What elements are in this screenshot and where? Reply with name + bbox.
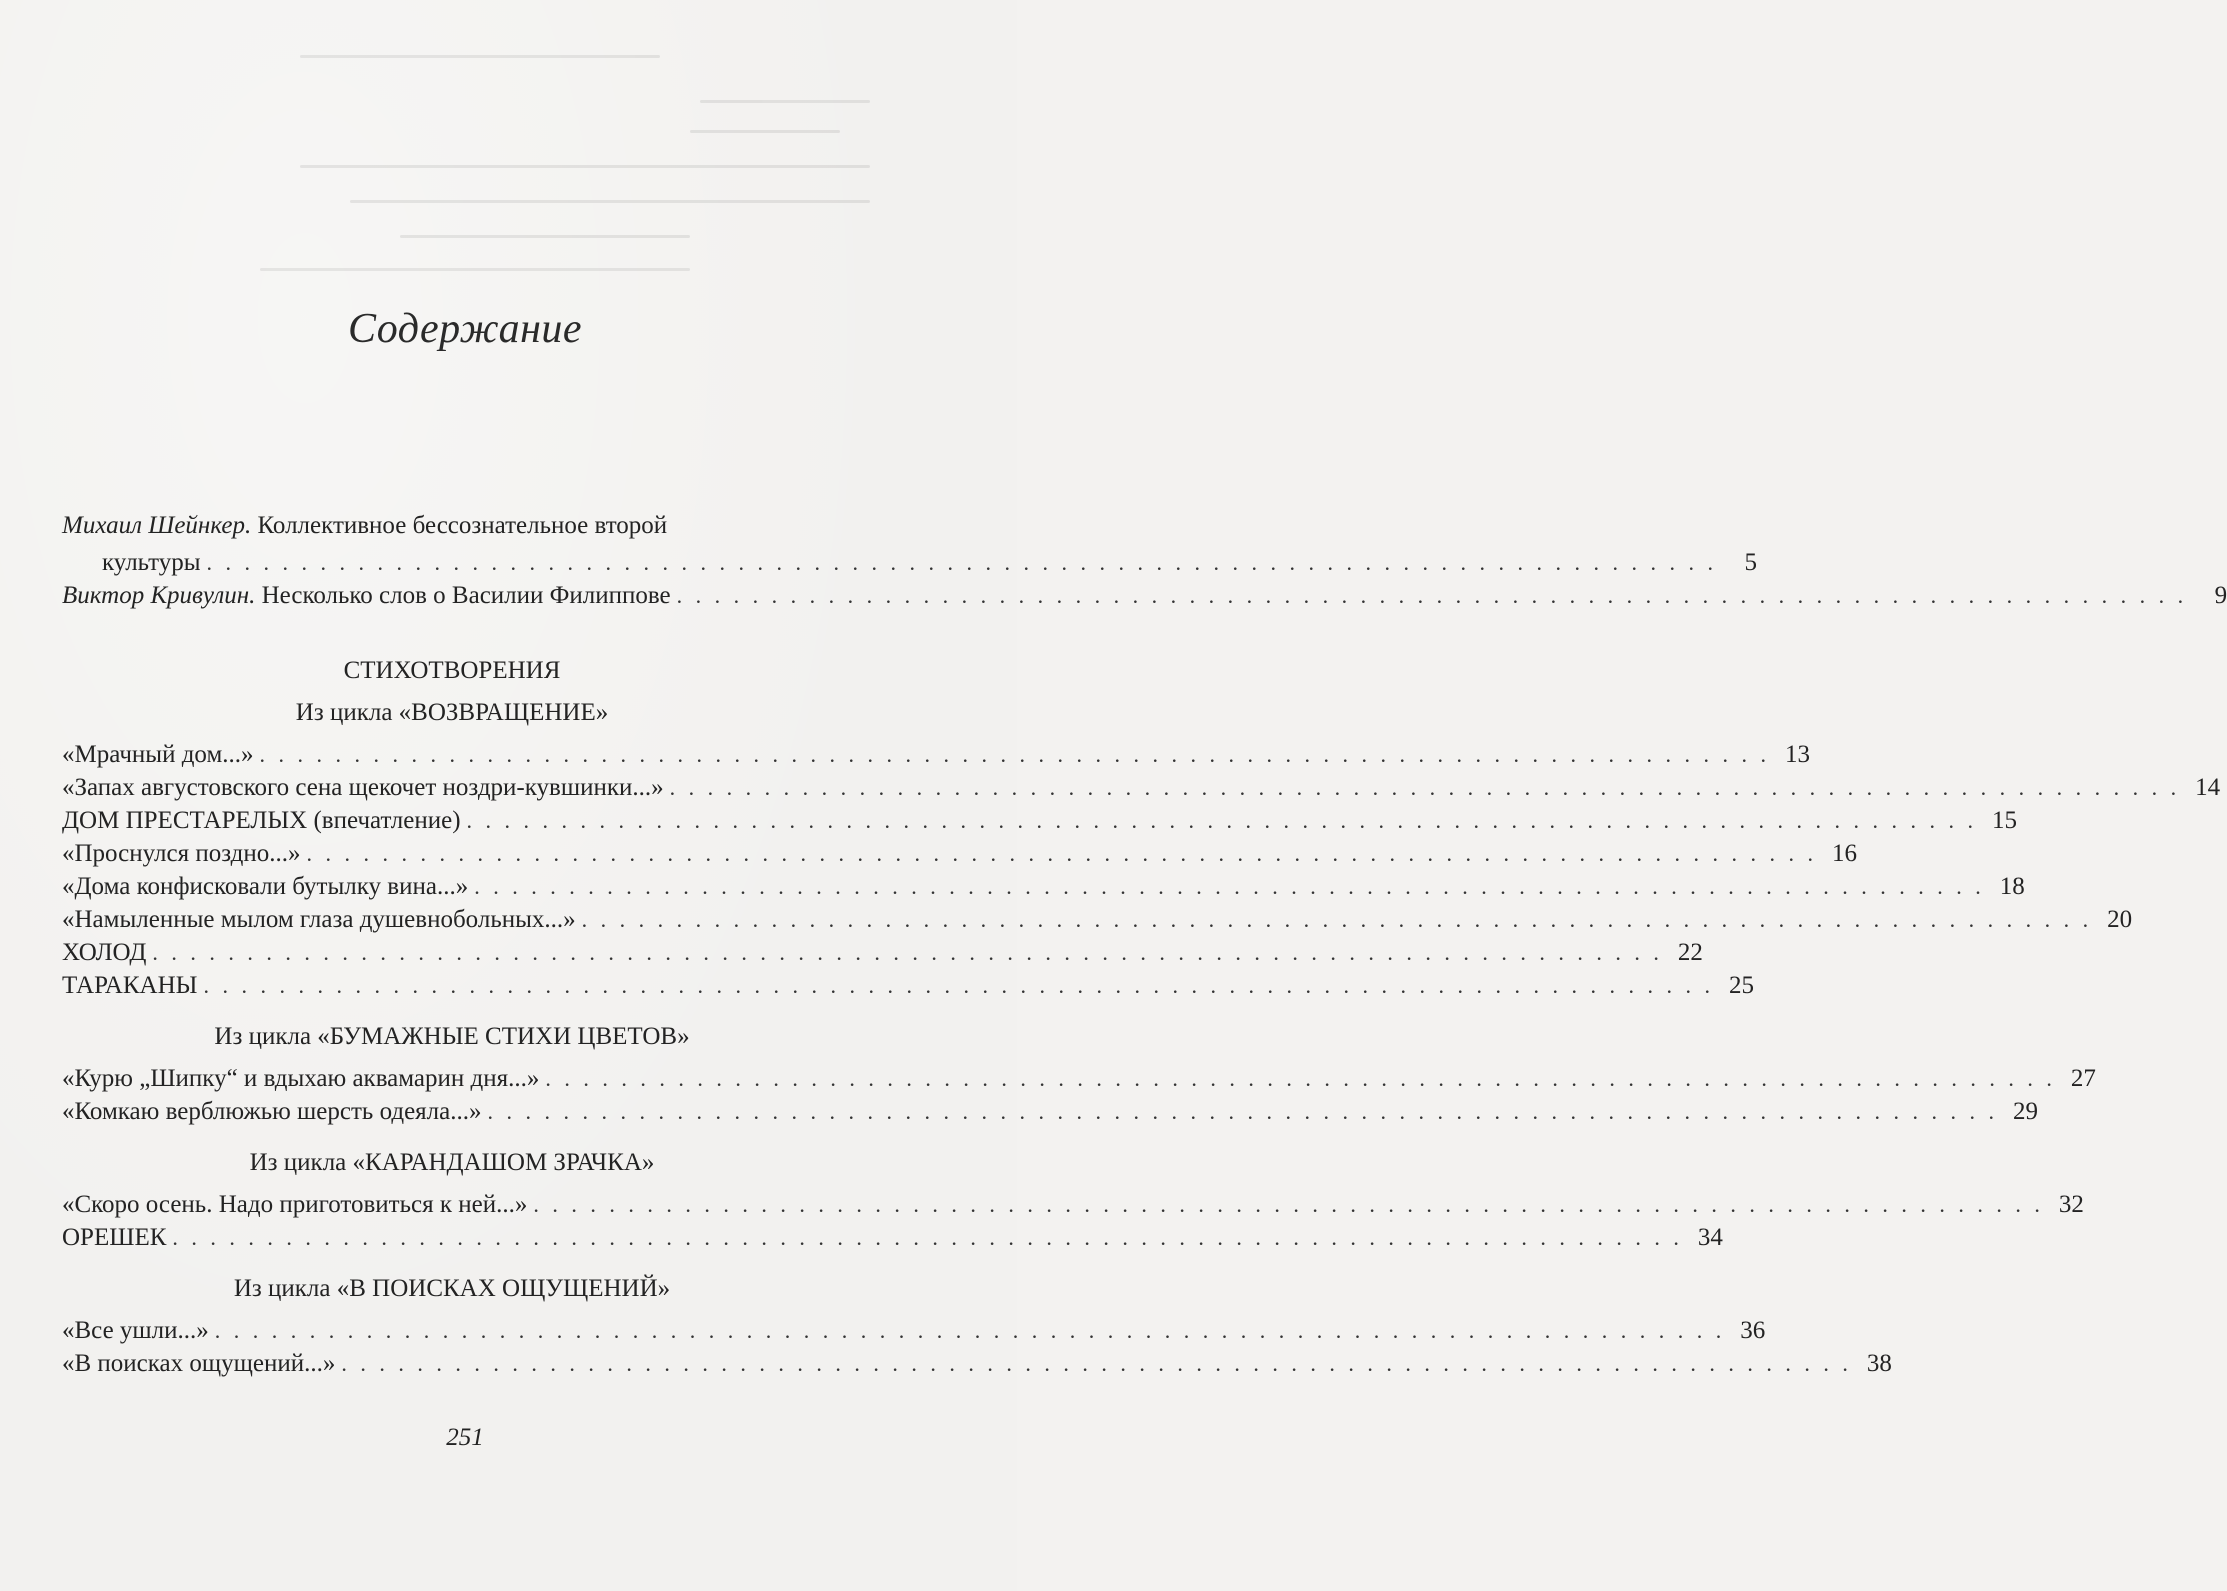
page-number: 5 — [1744, 549, 1758, 576]
dot-leader: . . . . . . . . . . . . . . . . . . . . . . . . . . . . . . . . . . . . . . . . . . . . . . . . . . . . . . . . . . . . . . . . . . . . . . . . . . . . . . . . — [581, 907, 2093, 932]
page-number: 34 — [1697, 1224, 1723, 1251]
toc-entry[interactable] — [62, 1062, 2096, 1095]
part-title: СТИХОТВОРЕНИЯ — [343, 657, 561, 684]
toc-entry-intro-2[interactable] — [62, 579, 2227, 612]
entry-author: Виктор Кривулин. — [62, 582, 256, 609]
page-number: 15 — [1992, 807, 2018, 834]
entry-title: «Курю „Шипку“ и вдыхаю аквамарин дня...» — [62, 1065, 540, 1092]
toc-entry[interactable] — [62, 903, 2133, 936]
dot-leader: . . . . . . . . . . . . . . . . . . . . . . . . . . . . . . . . . . . . . . . . . . . . . . . . . . . . . . . . . . . . . . . . . . . . . . . . . . . . . . . . — [466, 808, 1978, 833]
cycle-title: Из цикла «КАРАНДАШОМ ЗРАЧКА» — [249, 1149, 655, 1176]
page-title: Содержание — [347, 306, 583, 352]
dot-leader: . . . . . . . . . . . . . . . . . . . . . . . . . . . . . . . . . . . . . . . . . . . . . . . . . . . . . . . . . . . . . . . . . . . . . . . . . . . . . . . . — [306, 841, 1818, 866]
toc-entry[interactable] — [62, 1188, 2084, 1221]
dot-leader: . . . . . . . . . . . . . . . . . . . . . . . . . . . . . . . . . . . . . . . . . . . . . . . . . . . . . . . . . . . . . . . . . . . . . . . . . . . . . . . . — [474, 874, 1985, 899]
entry-title-continued: культуры — [102, 549, 201, 576]
dot-leader: . . . . . . . . . . . . . . . . . . . . . . . . . . . . . . . . . . . . . . . . . . . . . . . . . . . . . . . . . . . . . . . . . . . . . . . . . . . . . . . . — [152, 940, 1663, 965]
page-number: 16 — [1832, 840, 1858, 867]
dot-leader: . . . . . . . . . . . . . . . . . . . . . . . . . . . . . . . . . . . . . . . . . . . . . . . . . . . . . . . . . . . . . . . . . . . . . . . . . . . . . . . . — [487, 1099, 1998, 1124]
entry-title: «Намыленные мылом глаза душевнобольных...» — [62, 906, 576, 933]
cycle-title: Из цикла «В ПОИСКАХ ОЩУЩЕНИЙ» — [233, 1275, 671, 1302]
entry-title: «Скоро осень. Надо приготовиться к ней...» — [62, 1191, 528, 1218]
entry-title: ОРЕШЕК — [62, 1224, 167, 1251]
toc-entry[interactable] — [62, 837, 1858, 870]
page-number: 38 — [1866, 1350, 1892, 1377]
toc-entry[interactable] — [62, 1221, 1723, 1254]
page-number: 22 — [1677, 939, 1703, 966]
entry-title: Коллективное бессознательное второй — [251, 512, 668, 539]
cycle-title: Из цикла «ВОЗВРАЩЕНИЕ» — [295, 699, 609, 726]
page-number: 25 — [1728, 972, 1754, 999]
show-through-text — [0, 0, 1017, 280]
entry-title: «В поисках ощущений...» — [62, 1350, 336, 1377]
dot-leader: . . . . . . . . . . . . . . . . . . . . . . . . . . . . . . . . . . . . . . . . . . . . . . . . . . . . . . . . . . . . . . . . . . . . . . . . . . . . . . . . — [203, 973, 1714, 998]
page-number: 36 — [1740, 1317, 1766, 1344]
page-number: 14 — [2195, 774, 2221, 801]
toc-entry[interactable] — [62, 969, 1754, 1002]
page-number: 20 — [2107, 906, 2133, 933]
entry-title: «Мрачный дом...» — [62, 741, 254, 768]
dot-leader: . . . . . . . . . . . . . . . . . . . . . . . . . . . . . . . . . . . . . . . . . . . . . . . . . . . . . . . . . . . . . . . . . . . . . . . . . . . . . . . . — [341, 1351, 1852, 1376]
toc-entry[interactable] — [62, 870, 2025, 903]
toc-entry[interactable] — [62, 936, 1703, 969]
dot-leader: . . . . . . . . . . . . . . . . . . . . . . . . . . . . . . . . . . . . . . . . . . . . . . . . . . . . . . . . . . . . . . . . . . . . . . . . . . . . . . . . — [545, 1066, 2056, 1091]
toc-entry[interactable] — [62, 1314, 1766, 1347]
page-number: 9 — [2214, 582, 2227, 609]
dot-leader: . . . . . . . . . . . . . . . . . . . . . . . . . . . . . . . . . . . . . . . . . . . . . . . . . . . . . . . . . . . . . . . . . . . . . . . . . . . . . . . . — [214, 1318, 1726, 1343]
dot-leader: . . . . . . . . . . . . . . . . . . . . . . . . . . . . . . . . . . . . . . . . . . . . . . . . . . . . . . . . . . . . . . . . . . . . . . . . . . . . . . . . — [676, 583, 2188, 608]
page-number: 18 — [1999, 873, 2025, 900]
entry-author: Михаил Шейнкер. — [62, 512, 252, 539]
toc-entry[interactable] — [62, 1095, 2038, 1128]
entry-title: Несколько слов о Василии Филиппове — [255, 582, 671, 609]
page-number: 27 — [2070, 1065, 2096, 1092]
dot-leader: . . . . . . . . . . . . . . . . . . . . . . . . . . . . . . . . . . . . . . . . . . . . . . . . . . . . . . . . . . . . . . . . . . . . . . . . . . . . . . . . — [669, 775, 2181, 800]
entry-title: «Запах августовского сена щекочет ноздри-кувшинки...» — [62, 774, 664, 801]
entry-title: «Дома конфисковали бутылку вина...» — [62, 873, 469, 900]
entry-title: «Все ушли...» — [62, 1317, 209, 1344]
toc-entry-intro-1[interactable] — [62, 506, 1758, 579]
toc-entry[interactable] — [62, 1347, 1892, 1380]
page-number: 29 — [2012, 1098, 2038, 1125]
entry-title: ТАРАКАНЫ — [62, 972, 198, 999]
dot-leader: . . . . . . . . . . . . . . . . . . . . . . . . . . . . . . . . . . . . . . . . . . . . . . . . . . . . . . . . . . . . . . . . . . . . . . . . . . . . . . . . — [259, 742, 1771, 767]
page-folio: 251 — [446, 1424, 484, 1451]
table-of-contents — [62, 506, 2227, 1380]
entry-title: «Комкаю верблюжью шерсть одеяла...» — [62, 1098, 482, 1125]
entry-title: «Проснулся поздно...» — [62, 840, 301, 867]
toc-entry[interactable] — [62, 771, 2221, 804]
cycle-title: Из цикла «БУМАЖНЫЕ СТИХИ ЦВЕТОВ» — [214, 1023, 690, 1050]
entry-title: ХОЛОД — [62, 939, 147, 966]
toc-entry[interactable] — [62, 804, 2018, 837]
page-number: 13 — [1785, 741, 1811, 768]
dot-leader: . . . . . . . . . . . . . . . . . . . . . . . . . . . . . . . . . . . . . . . . . . . . . . . . . . . . . . . . . . . . . . . . . . . . . . . . . . . . . . . . — [172, 1225, 1683, 1250]
page-number: 32 — [2058, 1191, 2084, 1218]
toc-entry[interactable] — [62, 738, 1811, 771]
dot-leader: . . . . . . . . . . . . . . . . . . . . . . . . . . . . . . . . . . . . . . . . . . . . . . . . . . . . . . . . . . . . . . . . . . . . . . . . . . . . . . . . — [533, 1192, 2044, 1217]
dot-leader: . . . . . . . . . . . . . . . . . . . . . . . . . . . . . . . . . . . . . . . . . . . . . . . . . . . . . . . . . . . . . . . . . . . . . . . . . . . . . . . . — [206, 550, 1718, 575]
entry-title: ДОМ ПРЕСТАРЕЛЫХ (впечатление) — [62, 807, 461, 834]
